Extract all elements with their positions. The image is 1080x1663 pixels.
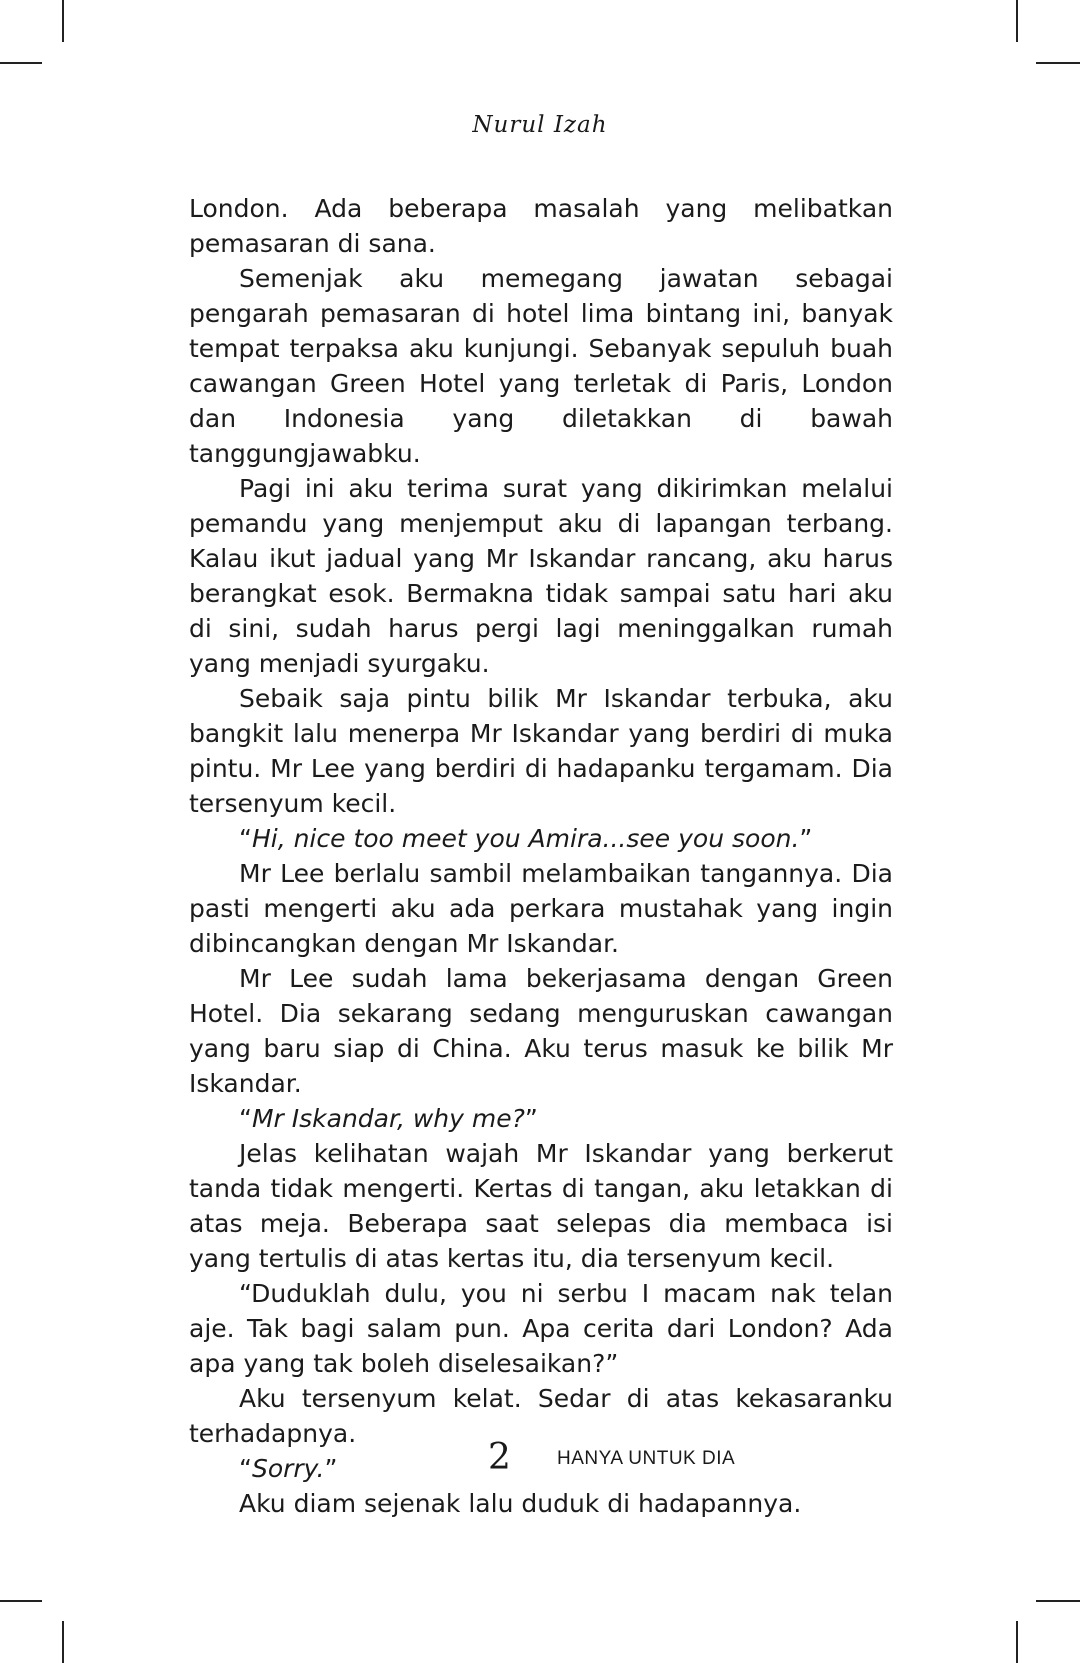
paragraph: Aku tersenyum kelat. Sedar di atas kekasaranku terhadapnya. [189,1384,893,1448]
dialogue-text: Hi, nice too meet you Amira...see you soon. [251,824,800,853]
paragraph: Mr Lee berlalu sambil melambaikan tangannya. Dia pasti mengerti aku ada perkara mustahak yang ingin dibincangkan dengan Mr Iskandar. [189,859,893,958]
paragraph: Pagi ini aku terima surat yang dikirimkan melalui pemandu yang menjemput aku di lapangan terbang. Kalau ikut jadual yang Mr Iskandar rancang, aku harus berangkat esok. Bermakna tidak sampai satu hari aku di sini, sudah harus pergi lagi meninggalkan rumah yang menjadi syurgaku. [189,474,893,678]
close-quote: ” [324,1454,338,1483]
close-quote: ” [524,1104,538,1133]
paragraph: Sebaik saja pintu bilik Mr Iskandar terbuka, aku bangkit lalu menerpa Mr Iskandar yang berdiri di muka pintu. Mr Lee yang berdiri di hadapanku tergamam. Dia tersenyum kecil. [189,684,893,818]
crop-mark-bottom-left-vertical [62,1621,64,1663]
page-footer [0,1436,1080,1484]
open-quote: “ [239,1104,252,1133]
paragraph: Jelas kelihatan wajah Mr Iskandar yang berkerut tanda tidak mengerti. Kertas di tangan, aku letakkan di atas meja. Beberapa saat selepas dia membaca isi yang tertulis di atas kertas itu, dia tersenyum kecil. [189,1139,893,1273]
open-quote: “ [239,824,252,853]
book-title: HANYA UNTUK DIA [557,1448,736,1469]
paragraph: London. Ada beberapa masalah yang melibatkan pemasaran di sana. [189,194,893,258]
crop-mark-top-right-horizontal [1036,62,1080,64]
body-text [189,191,893,1521]
dialogue-text: Sorry. [251,1454,325,1483]
paragraph: Mr Lee sudah lama bekerjasama dengan Green Hotel. Dia sekarang sedang menguruskan cawangan yang baru siap di China. Aku terus masuk ke bilik Mr Iskandar. [189,964,893,1098]
crop-mark-top-left-horizontal [0,62,42,64]
paragraph: Aku diam sejenak lalu duduk di hadapannya. [239,1489,802,1518]
page-number: 2 [488,1437,511,1478]
paragraph: “Duduklah dulu, you ni serbu I macam nak telan aje. Tak bagi salam pun. Apa cerita dari London? Ada apa yang tak boleh diselesaikan?” [189,1279,893,1378]
dialogue-line [189,821,893,856]
crop-mark-top-right-vertical [1016,0,1018,42]
paragraph: Semenjak aku memegang jawatan sebagai pengarah pemasaran di hotel lima bintang ini, banyak tempat terpaksa aku kunjungi. Sebanyak sepuluh buah cawangan Green Hotel yang terletak di Paris, London dan Indonesia yang diletakkan di bawah tanggungjawabku. [189,264,893,468]
open-quote: “ [239,1454,252,1483]
crop-mark-bottom-left-horizontal [0,1600,42,1602]
crop-mark-bottom-right-horizontal [1036,1600,1080,1602]
dialogue-text: Mr Iskandar, why me? [251,1104,525,1133]
crop-mark-bottom-right-vertical [1016,1621,1018,1663]
close-quote: ” [799,824,813,853]
running-head-author: Nurul Izah [472,112,608,138]
crop-mark-top-left-vertical [62,0,64,42]
dialogue-line [189,1101,893,1136]
